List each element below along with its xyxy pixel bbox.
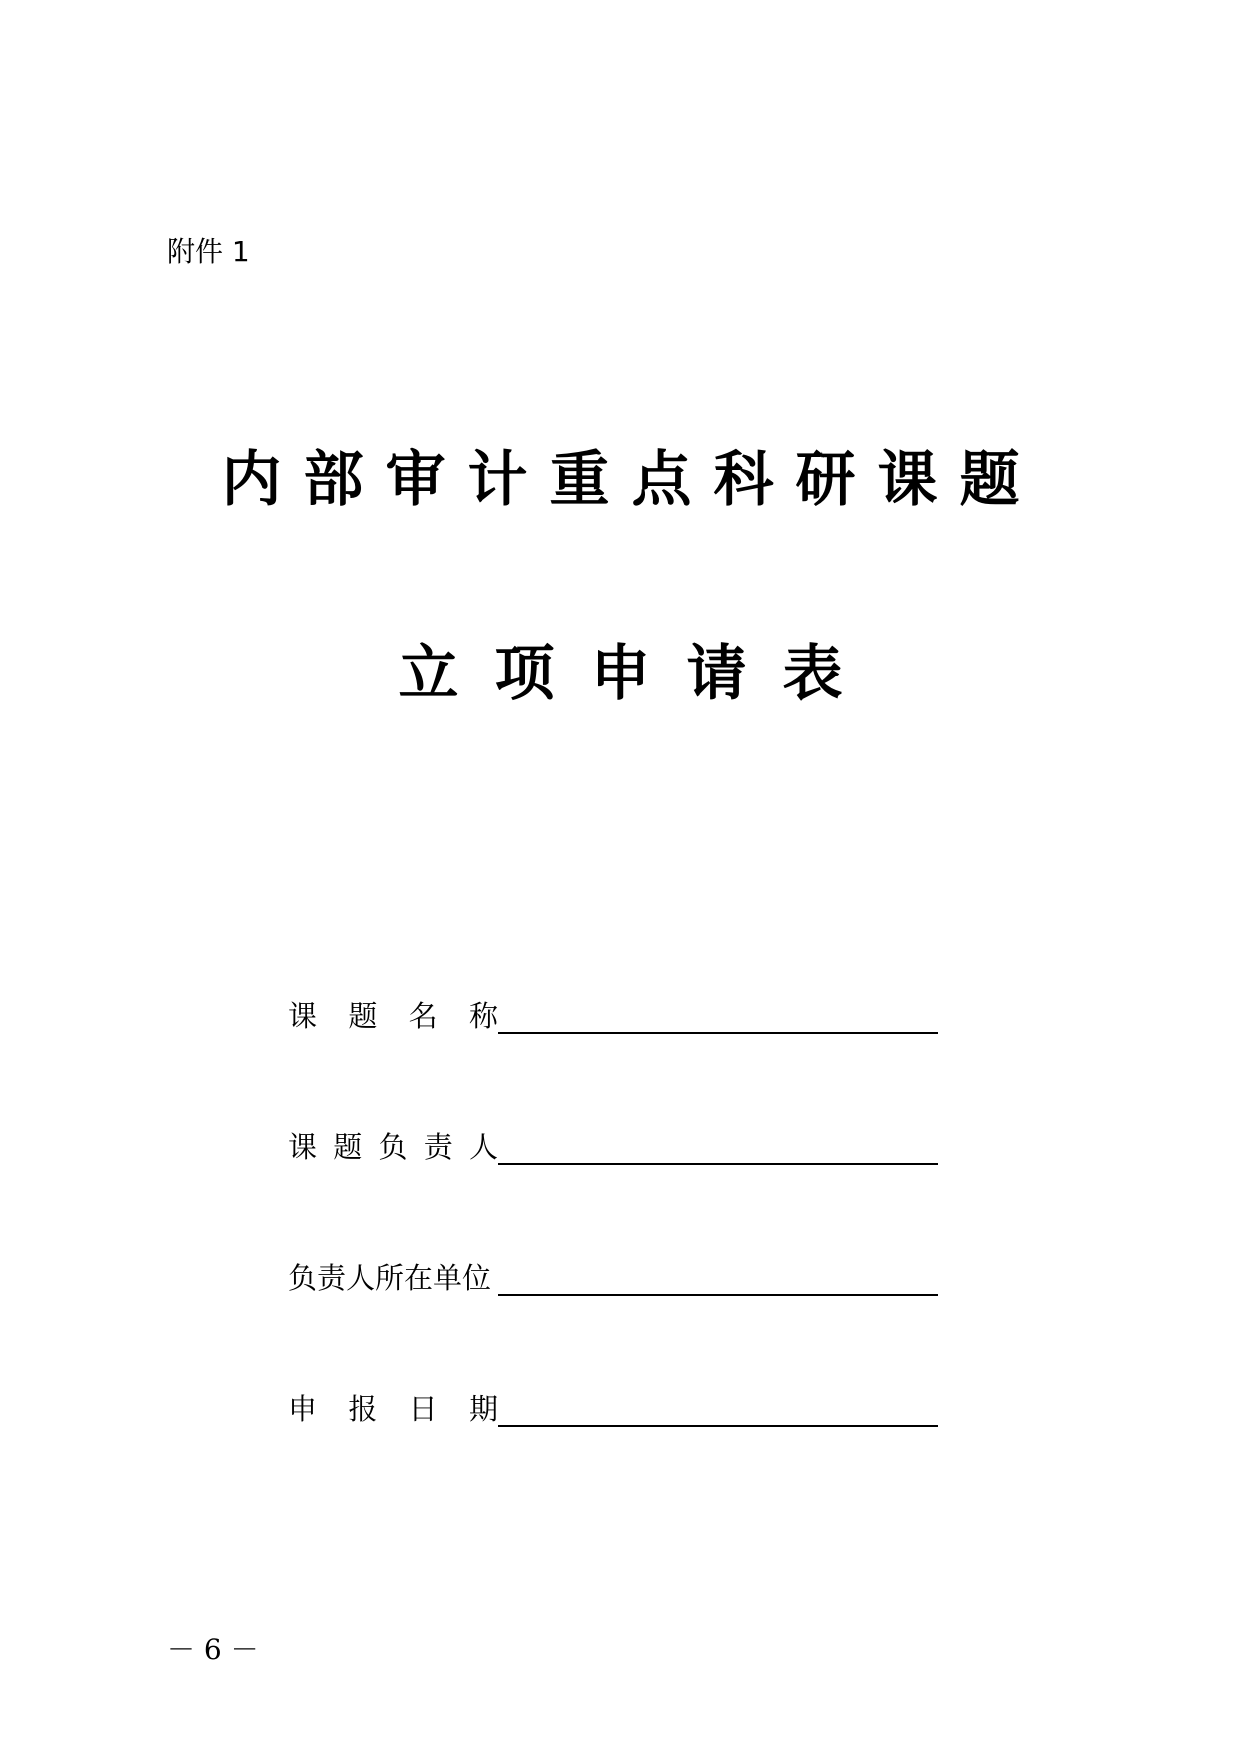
label-char: 负 <box>378 1130 408 1164</box>
field-project-name <box>288 984 938 1034</box>
label-char: 课 <box>288 999 318 1033</box>
label-char: 称 <box>468 999 498 1033</box>
project-leader-blank-line[interactable] <box>498 1129 938 1165</box>
label-char: 人 <box>468 1130 498 1164</box>
field-application-date <box>288 1377 938 1427</box>
label-char: 期 <box>468 1392 498 1426</box>
project-name-blank-line[interactable] <box>498 998 938 1034</box>
label-char: 题 <box>333 1130 363 1164</box>
label-char: 课 <box>288 1130 318 1164</box>
field-label-project-leader <box>288 1129 498 1165</box>
leader-unit-blank-line[interactable] <box>498 1260 938 1296</box>
field-project-leader <box>288 1115 938 1165</box>
field-label-leader-unit: 负责人所在单位 <box>288 1261 492 1295</box>
label-char: 责 <box>423 1130 453 1164</box>
field-leader-unit <box>288 1246 938 1296</box>
application-date-blank-line[interactable] <box>498 1391 938 1427</box>
attachment-label: 附件 1 <box>167 235 250 268</box>
field-label-application-date <box>288 1391 498 1427</box>
label-char: 报 <box>348 1392 378 1426</box>
field-label-project-name <box>288 998 498 1034</box>
document-title-line-2: 立项申请表 <box>398 639 879 709</box>
document-title-line-1: 内部审计重点科研课题 <box>221 445 1042 515</box>
page-number: － 6 － <box>167 1633 259 1666</box>
label-char: 名 <box>408 999 438 1033</box>
label-char: 日 <box>408 1392 438 1426</box>
label-char: 申 <box>288 1392 318 1426</box>
label-char: 题 <box>348 999 378 1033</box>
